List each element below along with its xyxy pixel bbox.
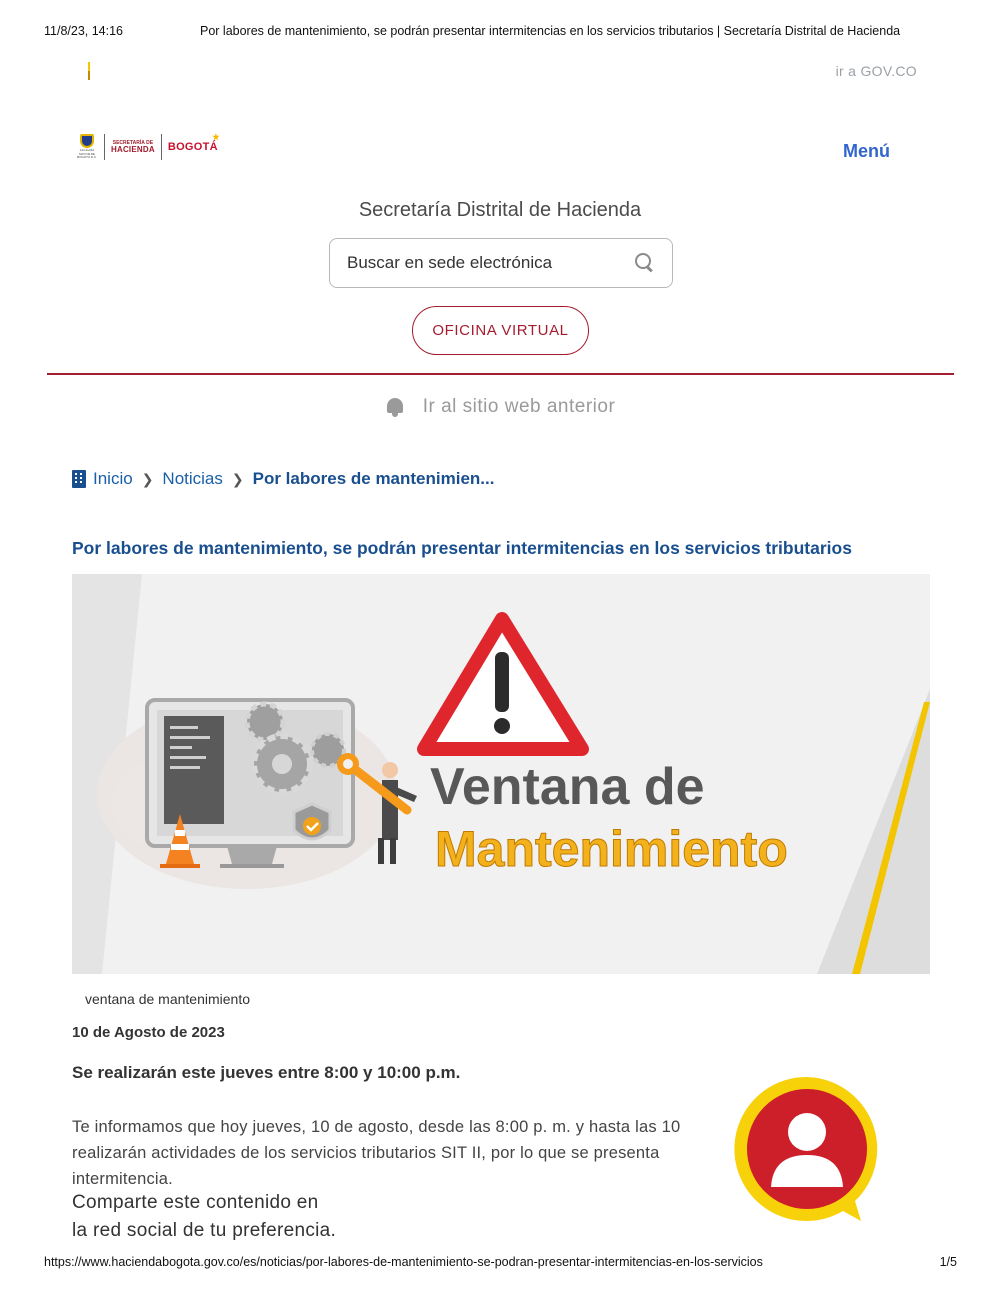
article-date: 10 de Agosto de 2023: [72, 1024, 225, 1041]
logo-separator: [104, 134, 105, 160]
bogota-seal-icon: [76, 134, 98, 160]
print-footer: [44, 1255, 957, 1269]
breadcrumb-home[interactable]: Inicio: [93, 469, 133, 488]
old-site-label: Ir al sitio web anterior: [422, 396, 616, 417]
hacienda-bogota-logo[interactable]: [76, 132, 218, 162]
bogota-wordmark: BOGOTÁ: [167, 141, 218, 153]
breadcrumb-current: Por labores de mantenimien...: [252, 469, 495, 488]
share-prompt: [72, 1189, 336, 1245]
oficina-virtual-button[interactable]: OFICINA VIRTUAL: [412, 306, 589, 355]
print-page-number: 1/5: [939, 1255, 957, 1269]
chat-user-icon: [733, 1075, 881, 1225]
body-line: intermitencia.: [72, 1170, 173, 1188]
building-icon: [72, 470, 86, 488]
hacienda-wordmark-small: SECRETARÍA DE: [112, 139, 154, 146]
hero-image: [72, 574, 930, 974]
chevron-right-icon: ❯: [231, 470, 244, 487]
search-input[interactable]: [347, 253, 634, 273]
breadcrumb: [72, 469, 494, 489]
article-lead: Se realizarán este jueves entre 8:00 y 10:00 p.m.: [72, 1063, 461, 1082]
gov-co-link[interactable]: ir a GOV.CO: [835, 63, 917, 79]
header-divider: [47, 373, 954, 375]
bell-icon: [385, 396, 405, 418]
body-line: Te informamos que hoy jueves, 10 de agosto, desde las 8:00 p. m. y hasta las 10: [72, 1118, 681, 1136]
share-line: Comparte este contenido en: [72, 1192, 319, 1213]
search-box: [329, 238, 673, 288]
hacienda-wordmark-big: HACIENDA: [111, 144, 155, 154]
print-url: https://www.haciendabogota.gov.co/es/noticias/por-labores-de-mantenimiento-se-podran-presentar-intermitencias-en-los-servicios: [44, 1255, 763, 1269]
gov-co-mark-icon: [88, 62, 90, 80]
body-line: realizarán actividades de los servicios tributarios SIT II, por lo que se presenta: [72, 1144, 660, 1162]
image-caption: ventana de mantenimiento: [85, 991, 250, 1007]
seal-text: ALCALDÍA MAYOR DE BOGOTÁ D.C.: [77, 148, 97, 159]
article-body: [72, 1114, 772, 1192]
site-title: Secretaría Distrital de Hacienda: [358, 199, 642, 221]
search-icon[interactable]: [634, 252, 656, 274]
article-title: Por labores de mantenimiento, se podrán presentar intermitencias en los servicios tributarios: [72, 538, 852, 558]
maintenance-illustration: [72, 574, 930, 974]
hero-line2: Mantenimiento: [435, 821, 788, 877]
breadcrumb-section[interactable]: Noticias: [162, 469, 223, 488]
print-timestamp: 11/8/23, 14:16: [44, 24, 124, 38]
print-page-title: Por labores de mantenimiento, se podrán presentar intermitencias en los servicios tributarios | Secretaría Distrital de Hacienda: [200, 24, 901, 38]
chevron-right-icon: ❯: [141, 470, 154, 487]
logo-separator: [161, 134, 162, 160]
old-site-link[interactable]: [0, 396, 1000, 418]
chat-assistant-button[interactable]: [733, 1075, 881, 1225]
menu-button[interactable]: Menú: [843, 141, 890, 161]
print-header: [44, 24, 932, 38]
share-line: la red social de tu preferencia.: [72, 1220, 337, 1241]
hero-line1: Ventana de: [430, 758, 705, 816]
hacienda-wordmark: [111, 141, 155, 154]
